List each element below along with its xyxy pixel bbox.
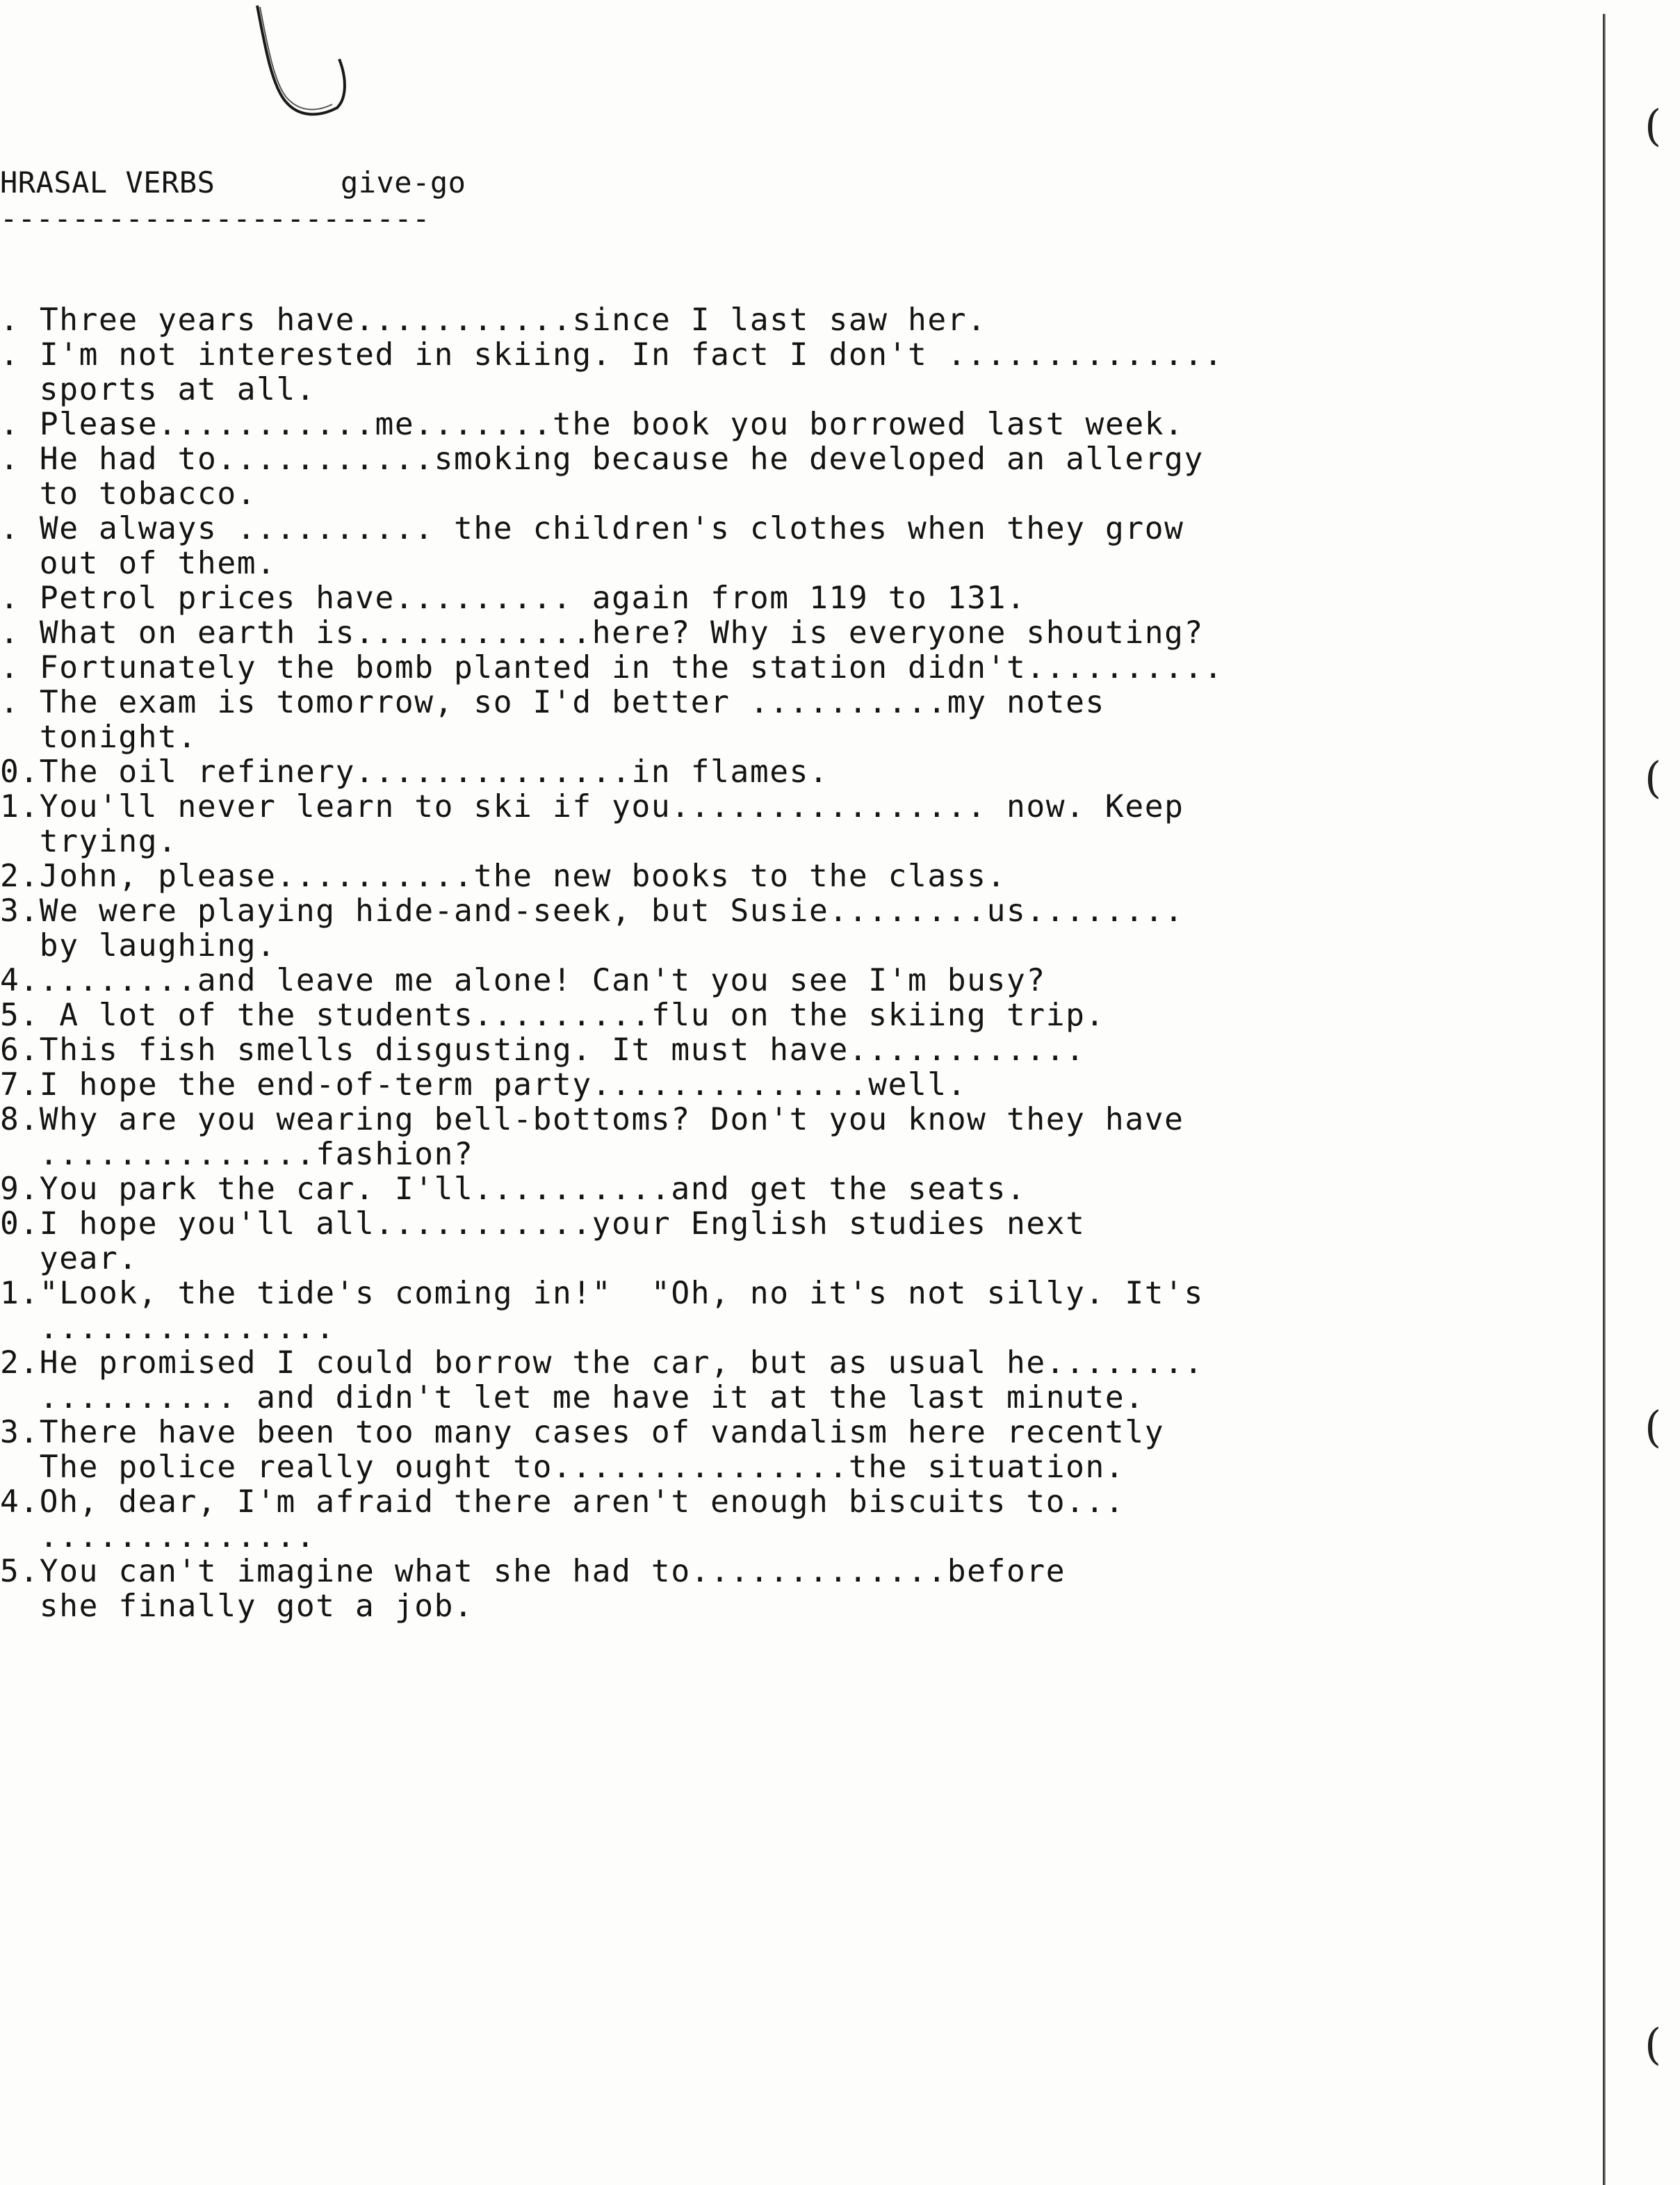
exercise-line (0, 1485, 1223, 1520)
exercise-number: 0. (0, 1206, 40, 1242)
exercise-continuation-line (0, 825, 1223, 859)
exercise-text: John, please..........the new books to the class. (39, 859, 1006, 894)
exercise-line (0, 581, 1223, 616)
exercise-text: I hope you'll all...........your English studies next (39, 1206, 1086, 1242)
exercise-text: Three years have...........since I last saw her. (39, 302, 987, 338)
exercise-text: year. (39, 1241, 138, 1276)
exercise-text: "Look, the tide's coming in!" "Oh, no it's not silly. It's (39, 1276, 1204, 1311)
exercise-text: You can't imagine what she had to.............before (39, 1554, 1066, 1589)
margin-mark: ( (1645, 2019, 1662, 2070)
exercise-number: 2. (0, 859, 40, 894)
exercise-line (0, 512, 1223, 546)
exercise-number: 0. (0, 754, 40, 790)
exercise-continuation-line (0, 373, 1223, 407)
exercise-number: 1. (0, 789, 40, 825)
exercise-continuation-line (0, 1589, 1223, 1624)
exercise-text: The police really ought to...............the situation. (39, 1449, 1125, 1485)
exercise-text: she finally got a job. (39, 1589, 474, 1624)
exercise-text: .......... and didn't let me have it at the last minute. (39, 1380, 1145, 1415)
exercise-line (0, 685, 1223, 720)
exercise-number: 1. (0, 1276, 40, 1311)
exercise-number: 4. (0, 1484, 40, 1520)
exercise-number: 9. (0, 1171, 40, 1207)
exercise-text: This fish smells disgusting. It must have............ (39, 1032, 1086, 1068)
exercise-text: What on earth is............here? Why is everyone shouting? (39, 615, 1204, 651)
exercise-line (0, 1276, 1223, 1311)
exercise-number: 5. (0, 1554, 40, 1589)
exercise-number: 5. (0, 998, 40, 1033)
exercise-number: 8. (0, 1102, 40, 1137)
margin-mark: ( (1645, 1402, 1662, 1452)
exercise-number: . (0, 302, 20, 338)
exercise-number: . (0, 650, 20, 685)
exercise-text: ........and leave me alone! Can't you see I'm busy? (39, 963, 1046, 998)
paper-clip-icon (250, 0, 361, 125)
exercise-number: . (0, 615, 20, 651)
exercise-text: ..............fashion? (39, 1137, 474, 1172)
exercise-number: . (0, 407, 20, 442)
exercise-number: . (0, 685, 20, 720)
exercise-continuation-line (0, 1450, 1223, 1485)
exercise-text: He promised I could borrow the car, but as usual he........ (39, 1345, 1204, 1381)
exercise-text: There have been too many cases of vandalism here recently (39, 1415, 1165, 1450)
title-underline: ------------------------ (0, 202, 430, 236)
exercise-line (0, 407, 1223, 442)
exercise-line (0, 1207, 1223, 1242)
exercise-number: . (0, 441, 20, 477)
exercise-continuation-line (0, 1311, 1223, 1346)
exercise-line (0, 616, 1223, 651)
exercise-line (0, 1346, 1223, 1381)
exercise-text: We were playing hide-and-seek, but Susie........us........ (39, 893, 1184, 929)
exercise-line (0, 964, 1223, 998)
exercise-continuation-line (0, 1381, 1223, 1415)
exercise-number: 4. (0, 963, 40, 998)
margin-mark: ( (1645, 752, 1662, 803)
worksheet-title: HRASAL VERBS (0, 165, 215, 200)
exercise-line (0, 303, 1223, 338)
exercise-line (0, 1033, 1223, 1068)
exercise-continuation-line (0, 546, 1223, 581)
exercise-number: . (0, 511, 20, 546)
exercise-text: Why are you wearing bell-bottoms? Don't you know they have (39, 1102, 1184, 1137)
exercise-text: Please...........me.......the book you borrowed last week. (39, 407, 1184, 442)
exercise-text: He had to...........smoking because he developed an allergy (39, 441, 1204, 477)
exercise-text: trying. (39, 824, 178, 859)
exercise-text: The exam is tomorrow, so I'd better ..........my notes (39, 685, 1105, 720)
exercise-number: 2. (0, 1345, 40, 1381)
page-edge-line (1603, 14, 1606, 2185)
exercise-number: 3. (0, 1415, 40, 1450)
exercise-line (0, 1068, 1223, 1103)
exercise-line (0, 1172, 1223, 1207)
exercise-text: to tobacco. (39, 476, 257, 512)
exercise-text: A lot of the students.........flu on the skiing trip. (39, 998, 1105, 1033)
exercise-line (0, 998, 1223, 1033)
exercise-text: I hope the end-of-term party..............well. (39, 1067, 968, 1103)
exercise-text: We always .......... the children's clothes when they grow (39, 511, 1184, 546)
exercise-text: out of them. (39, 546, 277, 581)
exercise-text: Oh, dear, I'm afraid there aren't enough biscuits to... (39, 1484, 1125, 1520)
exercise-number: 6. (0, 1032, 40, 1068)
exercise-continuation-line (0, 1242, 1223, 1276)
exercise-text: ............... (39, 1310, 336, 1346)
exercise-text: Fortunately the bomb planted in the station didn't.......... (39, 650, 1224, 685)
worksheet-title-row (0, 165, 466, 200)
exercise-text: You park the car. I'll..........and get the seats. (39, 1171, 1027, 1207)
exercise-number: . (0, 337, 20, 373)
exercise-text: sports at all. (39, 372, 316, 407)
exercise-number: 7. (0, 1067, 40, 1103)
exercise-text: tonight. (39, 720, 197, 755)
exercise-text: .............. (39, 1519, 316, 1554)
exercise-continuation-line (0, 1137, 1223, 1172)
exercise-continuation-line (0, 477, 1223, 512)
exercise-text: Petrol prices have......... again from 119 to 131. (39, 580, 1027, 616)
exercise-number: . (0, 580, 20, 616)
exercise-line (0, 755, 1223, 790)
exercise-text: I'm not interested in skiing. In fact I don't .............. (39, 337, 1224, 373)
exercise-line (0, 442, 1223, 477)
exercise-line (0, 790, 1223, 825)
exercise-line (0, 1554, 1223, 1589)
exercise-number: 3. (0, 893, 40, 929)
exercise-list (0, 303, 1223, 1624)
exercise-continuation-line (0, 720, 1223, 755)
exercise-text: You'll never learn to ski if you................ now. Keep (39, 789, 1184, 825)
exercise-continuation-line (0, 929, 1223, 964)
exercise-line (0, 1103, 1223, 1137)
exercise-line (0, 859, 1223, 894)
exercise-line (0, 651, 1223, 685)
exercise-continuation-line (0, 1520, 1223, 1554)
exercise-line (0, 1415, 1223, 1450)
margin-mark: ( (1645, 100, 1662, 151)
exercise-text: by laughing. (39, 928, 277, 964)
exercise-line (0, 338, 1223, 373)
exercise-text: The oil refinery..............in flames. (39, 754, 829, 790)
worksheet-subtitle: give-go (340, 165, 466, 200)
exercise-line (0, 894, 1223, 929)
